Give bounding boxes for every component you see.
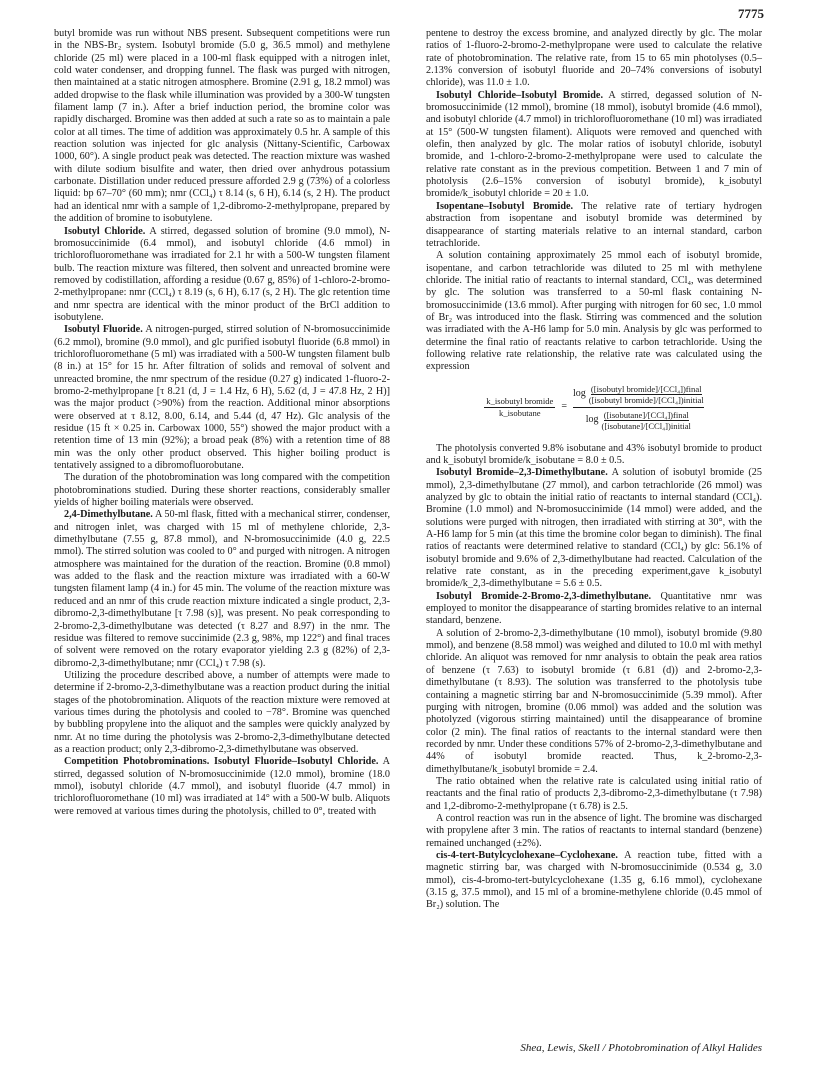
page-number: 7775	[738, 6, 764, 21]
paragraph-text: A control reaction was run in the absence of light. The bromine was discharged with propylene after 3 min. The ratios of reactants to internal standard (benzene) remained unchanged (±2%).	[426, 812, 762, 849]
paragraph	[54, 226, 390, 325]
equation-lhs-denominator: k_isobutane	[499, 408, 541, 419]
equation-rhs-top	[573, 384, 704, 408]
top-fraction-denominator: ([isobutyl bromide]/[CCl₄])initial	[588, 394, 704, 405]
paragraph	[54, 670, 390, 756]
paragraph-text: A stirred, degassed solution of N-bromosuccinimide (12.0 mmol), bromine (18.0 mmol), isobutyl chloride (4.7 mmol), and isobutyl fluoride (4.7 mmol) in trichlorofluoromethane (10 ml) was irradiated at 14° with a 500-W bulb. Aliquots were removed at various times during the photolysis, chilled to 0°, treated with	[54, 756, 390, 817]
paragraph	[54, 509, 390, 669]
paragraph-text: A stirred, degassed solution of N-bromosuccinimide (12 mmol), bromine (18 mmol), isobutyl bromide (4.6 mmol), and isobutyl chloride (4.7 mmol) in trichlorofluoromethane (10 ml) was irradiated at 15° (500-W tungsten filament). Aliquots were removed and quenched with olefin, then analyzed by glc. The molar ratios of isobutyl chloride, isobutyl bromide, and 1-chloro-2-bromo-2-methylpropane were used to calculate the relative rate constant as in the previous competition. Between 1 and 7 min of photolysis (2.6–15% conversion of isobutyl bromide), k_isobutyl bromide/k_isobutyl chloride = 20 ± 1.0.	[426, 89, 763, 200]
paragraph-text: Quantitative nmr was employed to monitor the disappearance of starting bromides relative to an internal standard, benzene.	[426, 590, 763, 627]
log-label: log	[585, 414, 599, 426]
paragraph	[426, 628, 762, 776]
paragraph-text: butyl bromide was run without NBS present. Subsequent competitions were run in the NBS-Br₂ system. Isobutyl bromide (5.0 g, 36.5 mmol) and methylene chloride (25 ml) were placed in a 100-ml flask equipped with a nitrogen inlet, cold water condenser, and dropping funnel. The flask was purged with nitrogen, then maintained at a static nitrogen atmosphere. Bromine (2.91 g, 18.2 mmol) was added dropwise to the flask while illumination was provided by a 300-W tungsten filament lamp (7 in.). After a brief induction period, the bromine color was rapidly discharged. Bromine was then added at such a rate so as to maintain a pale color at all times. The time of addition was approximately 0.5 hr. A sample of this reaction solution was injected for glc analysis (Nittany-Scientific, Carbowax 1000, 60°). A single product peak was detected. The reaction mixture was washed with dilute sodium bisulfite and water, then dried over anhydrous potassium carbonate. Distillation under reduced pressure afforded 2.9 g (73%) of a colorless liquid: bp 67–70° (60 mm); nmr (CCl₄) τ 8.14 (s, 6 H), 6.14 (s, 2 H). The product had an identical nmr with a sample of 1,2-dibromo-2-methylpropane, prepared by the addition of bromine to isobutylene.	[54, 28, 390, 225]
paragraph-text: The ratio obtained when the relative rate is calculated using initial ratio of reactants and the final ratio of products 2,3-dibromo-2,3-dimethylbutane (τ 7.98) and 1,2-dibromo-2-methylpropane (τ 6.78) is 2.5.	[426, 775, 762, 812]
section-heading: Isobutyl Bromide–2,3-Dimethylbutane.	[436, 467, 608, 479]
section-heading: Competition Photobrominations. Isobutyl Fluoride–Isobutyl Chloride.	[64, 756, 379, 768]
paragraph	[426, 28, 762, 90]
paragraph-text: pentene to destroy the excess bromine, and analyzed directly by glc. The molar ratios of 1-fluoro-2-bromo-2-methylpropane were used to calculate the relative rate of photobromination. The relative rate, from 15 to 65 min photolyses (0.5–2.13% conversion of isobutyl fluoride and 20–74% conversions of isobutyl chloride), was 11.0 ± 1.0.	[426, 28, 762, 89]
paragraph	[426, 813, 762, 850]
paragraph	[426, 776, 762, 813]
log-fraction-bottom	[602, 410, 691, 431]
paragraph-text: A nitrogen-purged, stirred solution of N-bromosuccinimide (6.2 mmol), bromine (9.0 mmol), and glc purified isobutyl fluoride (6.8 mmol) in trichlorofluoromethane (5 ml) was irradiated with a 500-W tungsten filament bulb (8 in.) at 15° for 15 hr. After filtration of solids and removal of solvent and unreacted bromine, the nmr spectrum of the residue (0.27 g) indicated 1-fluoro-2-bromo-2-methylpropane [τ 8.21 (d, J = 1.4 Hz, 6 H), 5.62 (d, J = 47.8 Hz, 2 H)] was the major product (>90%) from the reaction. Additional minor absorptions were observed at τ 8.12, 8.00, 6.14, and 5.44 (d, 47 Hz). Glc analysis of the residue (15 ft × 0.25 in. Carbowax 1000, 55°) showed the major product with a retention time of 13 min (92%); a broad peak (8%) with a retention time of 88 min was the only other product observed. This higher boiling product is tentatively assigned to a dibromofluorobutane.	[54, 324, 390, 472]
paragraph-text: A solution containing approximately 25 mmol each of isobutyl bromide, isopentane, and carbon tetrachloride was diluted to 25 ml with methylene chloride. The initial ratio of reactants to internal standard, CCl₄, was determined by glc. The solution was transferred to a 50-ml flask containing N-bromosuccinimide (13.6 mmol). After purging with nitrogen for 60 sec, 1.0 mmol of Br₂ was introduced into the flask. Stirring was commenced and the solution was irradiated with the A-H6 lamp for 5.0 min. Analysis by glc was performed to determine the final ratio of reactants relative to carbon tetrachloride. Using the following relative rate relationship, the relative rate was calculated using the expression	[426, 250, 762, 373]
section-heading: 2,4-Dimethylbutane.	[64, 509, 153, 521]
paragraph	[426, 850, 762, 912]
section-heading: Isobutyl Bromide-2-Bromo-2,3-dimethylbutane.	[436, 590, 652, 602]
paragraph	[54, 472, 390, 509]
bottom-fraction-denominator: ([isobutane]/[CCl₄])initial	[601, 420, 691, 431]
equation-lhs	[484, 396, 555, 418]
paragraph	[426, 467, 762, 590]
equation-rhs	[573, 384, 704, 431]
paragraph-text: The relative rate of tertiary hydrogen abstraction from isopentane and isobutyl bromide was determined by disappearance of starting materials relative to an internal standard, carbon tetrachloride.	[426, 200, 763, 249]
running-footer: Shea, Lewis, Skell / Photobromination of Alkyl Halides	[520, 1042, 762, 1054]
section-heading: Isobutyl Fluoride.	[64, 324, 143, 336]
paragraph	[426, 90, 762, 201]
paragraph-text: A solution of isobutyl bromide (25 mmol), 2,3-dimethylbutane (27 mmol), and carbon tetrachloride (26 mmol) was analyzed by glc to obtain the initial ratio of reactants to internal standard (CCl₄). Bromine (1.0 mmol) and N-bromosuccinimide (14 mmol) were added, and the solutions were purged with nitrogen, then irradiated with stirring at 30°, with the A-H6 lamp for 5 min (at this time the bromine color began to diminish). The final ratios of reactants were determined relative to standard (CCl₄) by glc: 56.1% of isobutyl bromide and 9.6% of 2,3-dimethylbutane had reacted. Calculation of the relative rate constant, as in the preceding experiment,gave k_isobutyl bromide/k_2,3-dimethylbutane = 5.6 ± 0.5.	[426, 467, 762, 590]
paragraph	[54, 324, 390, 472]
equation-lhs-numerator: k_isobutyl bromide	[486, 396, 554, 407]
left-column	[54, 28, 390, 818]
paragraph	[426, 201, 762, 250]
paragraph	[426, 443, 762, 468]
log-label: log	[573, 388, 586, 400]
paragraph-text: The duration of the photobromination was long compared with the competition photobrominations studied. During these shorter reactions, considerably smaller yields of higher boiling materials were observed.	[54, 472, 390, 509]
section-heading: Isobutyl Chloride–Isobutyl Bromide.	[436, 89, 603, 101]
equation-rhs-bottom	[586, 410, 691, 431]
paragraph	[426, 250, 762, 373]
paragraph	[426, 591, 762, 628]
equals-sign: =	[561, 401, 567, 413]
log-fraction-top	[589, 384, 704, 405]
paragraph	[54, 756, 390, 818]
bottom-fraction-numerator: ([isobutane]/[CCl₄])final	[603, 409, 689, 420]
paragraph	[54, 28, 390, 226]
paragraph-text: A 50-ml flask, fitted with a mechanical stirrer, condenser, and nitrogen inlet, was charged with 15 ml of methylene chloride, 2,3-dimethylbutane (7.55 g, 87.8 mmol), and N-bromosuccinimide (4.0 g, 22.5 mmol). The stirred solution was cooled to 0° and purged with nitrogen. A nitrogen atmosphere was maintained for the duration of the reaction. Bromine (0.8 mmol) was added to the flask and the reaction mixture was irradiated with a 60-W tungsten filament lamp (4 in.) for 45 min. The volume of the reaction mixture was reduced and an nmr of this crude reaction mixture indicated a single product, 2,3-dibromo-2,3-dimethylbutane [τ 7.98 (s)], was present. No peak corresponding to 2-bromo-2,3-dimethylbutane was detected (τ 8.27 and 8.97) in the nmr. The residue was filtered to remove succinimide (2.3 g, 98%, mp 122°) and final traces of solvent were removed on the rotary evaporator yielding 2.3 g (82%) of 2,3-dibromo-2,3-dimethylbutane; nmr (CCl₄) τ 7.98 (s).	[54, 509, 390, 669]
paragraph-text: The photolysis converted 9.8% isobutane and 43% isobutyl bromide to product and k_isobutyl bromide/k_isobutane = 8.0 ± 0.5.	[426, 442, 762, 466]
paragraph-text: A solution of 2-bromo-2,3-dimethylbutane (10 mmol), isobutyl bromide (9.80 mmol), and benzene (8.58 mmol) was weighed and diluted to 10.0 ml with methyl chloride. An aliquot was removed for nmr analysis to obtain the peak area ratios of benzene (τ 7.63) to isobutyl bromide (τ 6.81 (d)) and 2-bromo-2,3-dimethylbutane (τ 8.93). The solution was transferred to the photolysis tube containing a magnetic stirring bar and N-bromosuccinimide (5.39 mmol). After purging with nitrogen, bromine (0.06 mmol) was added and the solution was photolyzed (vigorous stirring maintained) until the disappearance of bromine color (2 min). The final ratios of reactants to the internal standard were then recorded by nmr. Under these conditions 57% of 2-bromo-2,3-dimethylbutane and 44% of isobutyl bromide reacted. Thus, k_2-bromo-2,3-dimethylbutane/k_isobutyl bromide = 2.4.	[426, 627, 762, 775]
paragraph-text: A reaction tube, fitted with a magnetic stirring bar, was charged with N-bromosuccinimide (0.534 g, 3.0 mmol), cis-4-bromo-tert-butylcyclohexane (1.35 g, 6.16 mmol), cyclohexane (3.15 g, 37.5 mmol), and 15 ml of a bromine-methylene chloride (0.45 mmol of Br₂) solution. The	[426, 849, 762, 911]
right-column	[426, 28, 762, 912]
section-heading: cis-4-tert-Butylcyclohexane–Cyclohexane.	[436, 849, 618, 861]
paragraph-text: A stirred, degassed solution of bromine (9.0 mmol), N-bromosuccinimide (6.4 mmol), and isobutyl chloride (4.6 mmol) in trichlorofluoromethane was irradiated for 2.1 hr with a 500-W tungsten filament bulb. The reaction mixture was filtered, then solvent and unreacted bromine were removed by codistillation, affording a residue (0.67 g, 85%) of 1-chloro-2-bromo-2-methylpropane: nmr (CCl₄) τ 8.19 (s, 6 H), 6.17 (s, 2 H). The glc retention time and nmr spectra are identical with the minor product of the BrCl addition to isobutylene.	[54, 225, 390, 323]
relative-rate-equation	[426, 384, 762, 431]
paragraph-text: Utilizing the procedure described above, a number of attempts were made to determine if 2-bromo-2,3-dimethylbutane was a reaction product during the initial stages of the photobromination. Aliquots of the reaction mixture were removed at various times during the photolysis and cooled to −78°. Bromine was quenched by bubbling propylene into the aliquot and the samples were quickly analyzed by nmr. At no time during the photolysis was 2-bromo-2,3-dimethylbutane detected as a reaction product; only 2,3-dibromo-2,3-dimethylbutane was observed.	[54, 669, 390, 755]
section-heading: Isobutyl Chloride.	[64, 225, 146, 237]
section-heading: Isopentane–Isobutyl Bromide.	[436, 200, 574, 212]
top-fraction-numerator: ([isobutyl bromide]/[CCl₄])final	[590, 383, 702, 394]
